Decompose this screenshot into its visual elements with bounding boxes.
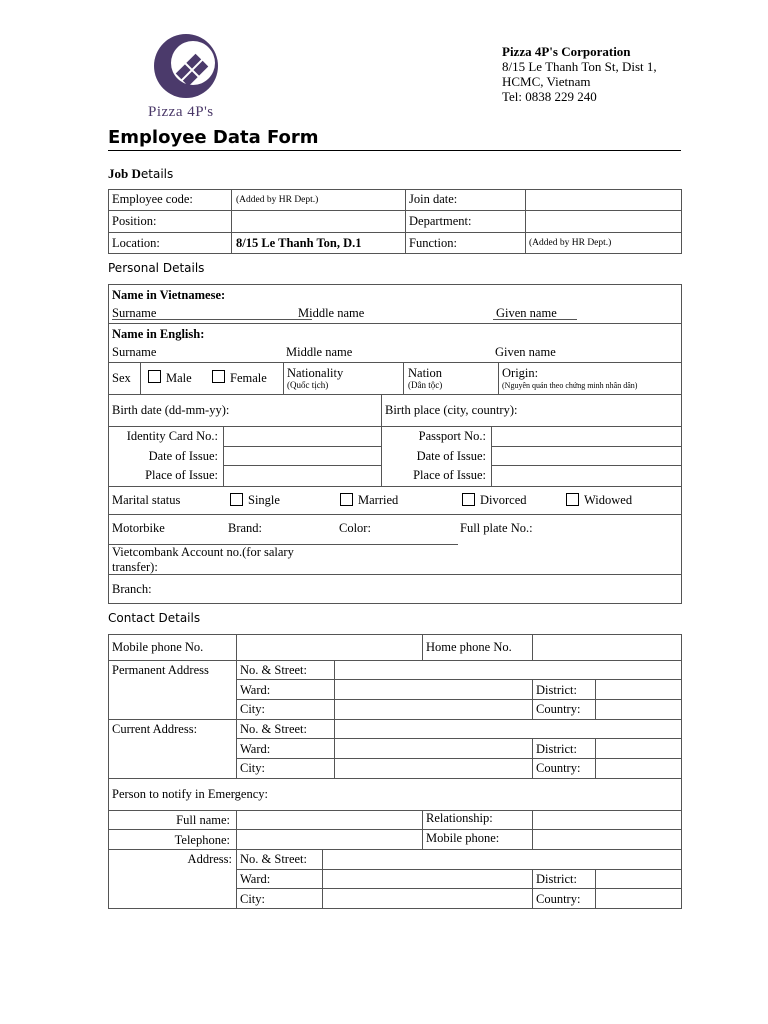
emergency-mobile-label: Mobile phone: [426,831,500,845]
section-heading-job: Job Details [108,166,174,181]
department-label: Department: [409,214,472,228]
nationality-vn: (Quốc tịch) [287,380,329,390]
emergency-full-name-label: Full name: [176,813,230,827]
passport-date-of-issue-label: Date of Issue: [416,449,486,463]
female-label: Female [230,371,267,385]
current-address-label: Current Address: [112,722,198,736]
emergency-telephone-label: Telephone: [174,833,230,847]
widowed-label: Widowed [584,493,633,507]
branch-label: Branch: [112,582,152,596]
company-info [502,44,657,104]
middle-name-vn: Middle name [298,306,365,320]
surname-vn: Surname [112,306,157,320]
given-name-vn: Given name [496,306,557,320]
motorbike-label: Motorbike [112,521,165,535]
passport-label: Passport No.: [418,429,486,443]
widowed-checkbox[interactable] [566,493,579,506]
male-checkbox[interactable] [148,370,161,383]
emergency-label: Person to notify in Emergency: [112,787,268,801]
permanent-address-label: Permanent Address [112,663,209,677]
bank-account-label-line1: Vietcombank Account no.(for salary [112,545,294,559]
current-country-label: Country: [536,761,581,775]
marital-status-label: Marital status [112,493,181,507]
current-ward-label: Ward: [240,742,271,756]
current-city-label: City: [240,761,266,775]
surname-en: Surname [112,345,157,359]
permanent-street-label: No. & Street: [240,663,308,677]
middle-name-en: Middle name [286,345,353,359]
employee-code-label: Employee code: [112,192,193,206]
divorced-checkbox[interactable] [462,493,475,506]
nationality-label: Nationality [287,366,344,380]
logo-text: Pizza 4P's [148,104,214,120]
section-heading-personal: Personal Details [108,261,205,275]
position-label: Position: [112,214,157,228]
join-date-label: Join date: [409,192,458,206]
page-title: Employee Data Form [108,127,319,148]
section-heading-contact: Contact Details [108,611,201,625]
emergency-address-label: Address: [187,852,232,866]
company-logo [148,30,226,122]
color-label: Color: [339,521,371,535]
permanent-city-label: City: [240,702,266,716]
brand-label: Brand: [228,521,263,535]
birth-place-label: Birth place (city, country): [385,403,518,417]
home-phone-label: Home phone No. [426,640,512,654]
plate-label: Full plate No.: [460,521,533,535]
company-address-line2: HCMC, Vietnam [502,74,591,89]
emergency-street-label: No. & Street: [240,852,308,866]
origin-label: Origin: [502,366,539,380]
mobile-phone-label: Mobile phone No. [112,640,204,654]
id-date-of-issue-label: Date of Issue: [148,449,218,463]
function-label: Function: [409,236,457,250]
permanent-ward-label: Ward: [240,683,271,697]
sex-label: Sex [112,371,131,385]
passport-place-of-issue-label: Place of Issue: [413,468,486,482]
nation-vn: (Dân tộc) [408,380,443,390]
employee-code-note: (Added by HR Dept.) [236,195,319,205]
married-label: Married [358,493,399,507]
pizza-logo-icon [148,30,226,102]
name-english-label: Name in English: [112,327,205,341]
current-street-label: No. & Street: [240,722,308,736]
id-place-of-issue-label: Place of Issue: [145,468,218,482]
birth-date-label: Birth date (dd-mm-yy): [112,403,230,417]
single-label: Single [248,493,280,507]
origin-vn: (Nguyên quán theo chứng minh nhân dân) [502,381,638,390]
emergency-district-label: District: [536,872,577,886]
male-label: Male [166,371,192,385]
identity-card-label: Identity Card No.: [126,429,218,443]
name-vietnamese-label: Name in Vietnamese: [112,288,226,302]
company-address-line1: 8/15 Le Thanh Ton St, Dist 1, [502,59,657,74]
title-divider [108,150,681,151]
emergency-country-label: Country: [536,892,581,906]
divorced-label: Divorced [480,493,527,507]
location-label: Location: [112,236,160,250]
permanent-country-label: Country: [536,702,581,716]
function-note: (Added by HR Dept.) [529,238,612,248]
female-checkbox[interactable] [212,370,225,383]
permanent-district-label: District: [536,683,577,697]
emergency-ward-label: Ward: [240,872,271,886]
emergency-city-label: City: [240,892,266,906]
nation-label: Nation [408,366,443,380]
single-checkbox[interactable] [230,493,243,506]
current-district-label: District: [536,742,577,756]
given-name-en: Given name [495,345,556,359]
company-tel: Tel: 0838 229 240 [502,89,597,104]
location-value: 8/15 Le Thanh Ton, D.1 [236,236,362,250]
bank-account-label-line2: transfer): [112,560,158,574]
company-name: Pizza 4P's Corporation [502,44,631,59]
married-checkbox[interactable] [340,493,353,506]
emergency-relationship-label: Relationship: [426,811,493,825]
